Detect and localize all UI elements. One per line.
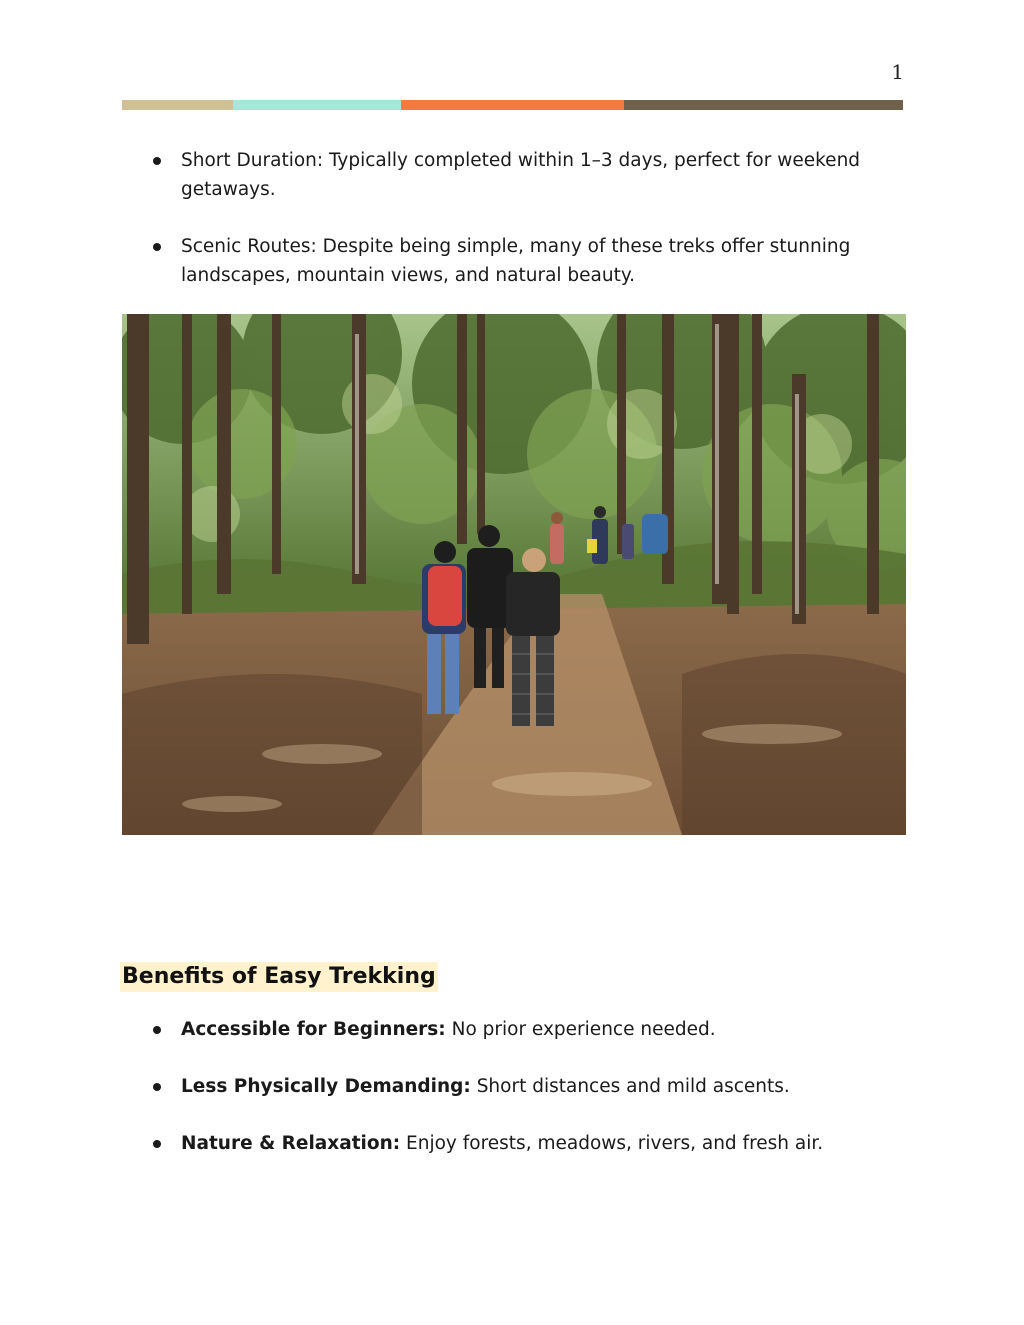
list-item: [150, 1015, 880, 1044]
color-bar-segment-3: [401, 100, 624, 110]
benefit-text: No prior experience needed.: [445, 1019, 716, 1040]
page-number: 1: [891, 60, 904, 84]
intro-bullet-list: [150, 146, 880, 318]
color-bar-segment-1: [122, 100, 233, 110]
color-bar-segment-4: [624, 100, 903, 110]
benefit-label: Less Physically Demanding:: [181, 1076, 471, 1097]
header-color-bar: [122, 100, 903, 110]
list-item: [150, 1072, 880, 1101]
benefit-label: Nature & Relaxation:: [181, 1133, 401, 1154]
benefits-bullet-list: [150, 1015, 880, 1186]
benefit-text: Short distances and mild ascents.: [470, 1076, 790, 1097]
list-item: [150, 1129, 880, 1158]
color-bar-segment-2: [233, 100, 401, 110]
trekking-photo: [122, 314, 906, 835]
list-item: [150, 232, 880, 290]
section-heading: Benefits of Easy Trekking: [120, 962, 438, 992]
bullet-text: Short Duration: Typically completed within 1–3 days, perfect for weekend getaways.: [181, 150, 861, 200]
list-item: [150, 146, 880, 204]
benefit-text: Enjoy forests, meadows, rivers, and fresh air.: [400, 1133, 824, 1154]
benefit-label: Accessible for Beginners:: [181, 1019, 446, 1040]
bullet-text: Scenic Routes: Despite being simple, many of these treks offer stunning landscapes, mountain views, and natural beauty.: [181, 236, 851, 286]
